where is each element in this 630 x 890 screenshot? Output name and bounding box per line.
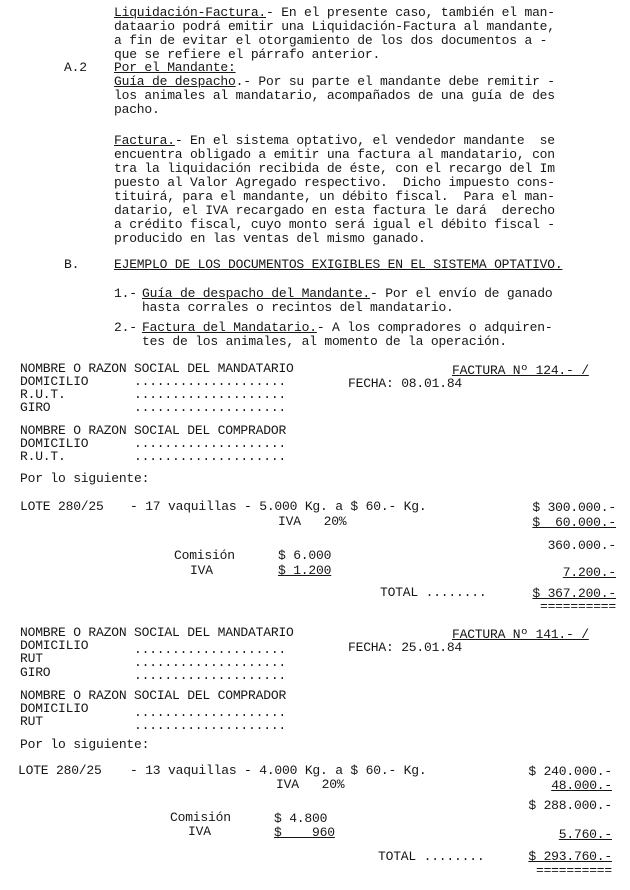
factura-line-3: tra la liquidación recibida de éste, con el recargo del Im bbox=[114, 161, 555, 176]
item2-line-1 bbox=[142, 321, 552, 335]
liq-line-4: que se refiere el párrafo anterior. bbox=[114, 47, 381, 62]
inv2-monto-iva: 48.000.- bbox=[551, 778, 612, 793]
inv2-domicilio-label: DOMICILIO bbox=[20, 638, 89, 653]
inv1-monto-iva: $ 60.000.- bbox=[532, 515, 616, 530]
inv1-rut-label: R.U.T. bbox=[20, 387, 66, 402]
inv1-comprador-rut-dots: .................... bbox=[134, 449, 287, 464]
inv2-total-monto: $ 293.760.- bbox=[528, 849, 612, 864]
item2-title: Factura del Mandatario. bbox=[142, 320, 317, 335]
inv2-comprador-rut-dots: .................... bbox=[134, 718, 287, 733]
inv2-monto: $ 240.000.- bbox=[528, 764, 612, 779]
inv1-por-lo-siguiente: Por lo siguiente: bbox=[20, 471, 150, 486]
guia-line-3: pacho. bbox=[114, 102, 160, 117]
inv1-mandatario-label: NOMBRE O RAZON SOCIAL DEL MANDATARIO bbox=[20, 361, 294, 376]
factura-text-first: - En el sistema optativo, el vendedor mandante se bbox=[174, 133, 555, 148]
factura-line-5: tituirá, para el mandante, un débito fiscal. Para el man- bbox=[114, 189, 555, 204]
a2-number: A.2 bbox=[64, 60, 87, 75]
inv2-comision-label: Comisión bbox=[170, 810, 231, 825]
inv1-comision-total: 7.200.- bbox=[562, 565, 616, 580]
inv2-domicilio-dots: .................... bbox=[134, 642, 287, 657]
liq-line-1 bbox=[114, 6, 555, 20]
inv2-por-lo-siguiente: Por lo siguiente: bbox=[20, 737, 150, 752]
liq-title: Liquidación-Factura. bbox=[114, 5, 267, 20]
item1-line-1 bbox=[142, 287, 552, 301]
inv2-comision-total: 5.760.- bbox=[558, 827, 612, 842]
inv1-lote: LOTE 280/25 bbox=[20, 499, 104, 514]
inv2-comprador-rut-label: RUT bbox=[20, 714, 43, 729]
inv2-giro-label: GIRO bbox=[20, 665, 51, 680]
inv2-lote: LOTE 280/25 bbox=[18, 763, 102, 778]
factura-line-2: encuentra obligado a emitir una factura al mandatario, con bbox=[114, 147, 555, 162]
inv1-comprador-label: NOMBRE O RAZON SOCIAL DEL COMPRADOR bbox=[20, 423, 287, 438]
inv2-total-label: TOTAL ........ bbox=[378, 849, 485, 864]
inv2-comision-iva-label: IVA bbox=[188, 824, 211, 839]
inv2-giro-dots: .................... bbox=[134, 668, 287, 683]
inv2-rut-label: RUT bbox=[20, 651, 43, 666]
inv1-fecha: FECHA: 08.01.84 bbox=[348, 376, 463, 391]
liq-text-first: - En el presente caso, también el man- bbox=[266, 5, 555, 20]
inv1-comision-label: Comisión bbox=[174, 548, 235, 563]
inv1-comision-iva-monto: $ 1.200 bbox=[278, 563, 332, 578]
inv1-comprador-rut-label: R.U.T. bbox=[20, 449, 66, 464]
factura-title: Factura. bbox=[114, 133, 175, 148]
inv2-comision-iva-monto: $ 960 bbox=[274, 825, 335, 840]
item1-title: Guía de despacho del Mandante. bbox=[142, 286, 371, 301]
inv1-comprador-domicilio-dots: .................... bbox=[134, 436, 287, 451]
inv1-total-monto: $ 367.200.- bbox=[532, 586, 616, 601]
inv1-double-line: ========== bbox=[539, 599, 616, 614]
item2-line-2: tes de los animales, al momento de la operación. bbox=[142, 334, 507, 349]
inv1-rut-dots: .................... bbox=[134, 387, 287, 402]
inv1-domicilio-dots: .................... bbox=[134, 374, 287, 389]
factura-line-1 bbox=[114, 134, 555, 148]
item1-line-2: hasta corrales o recintos del mandatario. bbox=[142, 300, 454, 315]
factura-line-4: puesto al Valor Agregado respectivo. Dicho impuesto cons- bbox=[114, 175, 555, 190]
inv2-mandatario-label: NOMBRE O RAZON SOCIAL DEL MANDATARIO bbox=[20, 625, 294, 640]
inv2-comision-monto: $ 4.800 bbox=[274, 811, 328, 826]
section-b-title: EJEMPLO DE LOS DOCUMENTOS EXIGIBLES EN EL SISTEMA OPTATIVO. bbox=[114, 257, 563, 272]
guia-line-2: los animales al mandatario, acompañados de una guía de des bbox=[114, 88, 555, 103]
inv1-giro-label: GIRO bbox=[20, 400, 51, 415]
inv1-comprador-domicilio-label: DOMICILIO bbox=[20, 436, 89, 451]
liq-line-2: dataario podrá emitir una Liquidación-Factura al mandante, bbox=[114, 19, 555, 34]
factura-line-8: producido en las ventas del mismo ganado. bbox=[114, 231, 426, 246]
inv1-domicilio-label: DOMICILIO bbox=[20, 374, 89, 389]
inv1-comision-iva-label: IVA bbox=[190, 563, 213, 578]
inv1-total-label: TOTAL ........ bbox=[380, 585, 487, 600]
inv1-monto: $ 300.000.- bbox=[532, 500, 616, 515]
inv1-giro-dots: .................... bbox=[134, 400, 287, 415]
inv2-comprador-domicilio-dots: .................... bbox=[134, 705, 287, 720]
inv2-double-line: ========== bbox=[535, 863, 612, 878]
inv1-detalle: - 17 vaquillas - 5.000 Kg. a $ 60.- Kg. bbox=[130, 499, 427, 514]
inv2-rut-dots: .................... bbox=[134, 655, 287, 670]
item2-text-first: - A los compradores o adquiren- bbox=[316, 320, 553, 335]
inv1-iva-label: IVA 20% bbox=[278, 514, 347, 529]
inv2-iva-label: IVA 20% bbox=[276, 777, 345, 792]
inv2-comprador-label: NOMBRE O RAZON SOCIAL DEL COMPRADOR bbox=[20, 688, 287, 703]
guia-text-first: .- Por su parte el mandante debe remitir - bbox=[235, 74, 555, 89]
section-b-letter: B. bbox=[64, 257, 80, 272]
inv2-factura-number: FACTURA Nº 141.- / bbox=[452, 627, 589, 642]
inv2-fecha: FECHA: 25.01.84 bbox=[348, 640, 463, 655]
liq-line-3: a fin de evitar el otorgamiento de los dos documentos a - bbox=[114, 33, 548, 48]
inv1-comision-monto: $ 6.000 bbox=[278, 548, 332, 563]
a2-heading: Por el Mandante: bbox=[114, 60, 236, 75]
item1-text-first: - Por el envío de ganado bbox=[370, 286, 553, 301]
factura-line-6: datario, el IVA recargado en esta factura le dará derecho bbox=[114, 203, 555, 218]
item2-num: 2.- bbox=[114, 320, 137, 335]
inv1-factura-number: FACTURA Nº 124.- / bbox=[452, 363, 589, 378]
item1-num: 1.- bbox=[114, 286, 137, 301]
inv2-detalle: - 13 vaquillas - 4.000 Kg. a $ 60.- Kg. bbox=[130, 763, 427, 778]
inv1-subtotal: 360.000.- bbox=[547, 538, 616, 553]
inv2-comprador-domicilio-label: DOMICILIO bbox=[20, 701, 89, 716]
guia-title: Guía de despacho bbox=[114, 74, 236, 89]
guia-line-1 bbox=[114, 75, 555, 89]
factura-line-7: a crédito fiscal, cuyo monto será igual el débito fiscal - bbox=[114, 217, 555, 232]
inv2-subtotal: $ 288.000.- bbox=[528, 798, 612, 813]
